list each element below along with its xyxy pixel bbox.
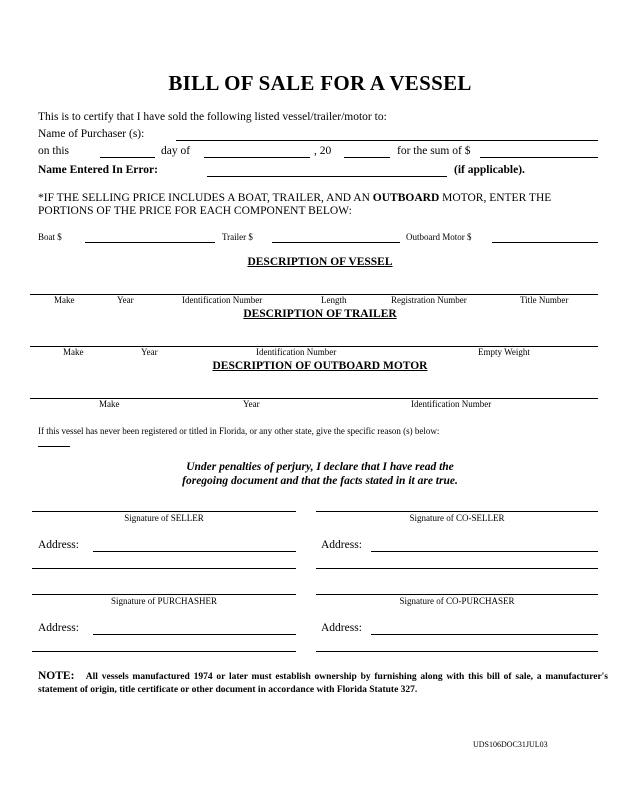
motor-col-id: Identification Number bbox=[411, 399, 492, 409]
on-this-label: on this bbox=[38, 145, 69, 157]
motor-heading: DESCRIPTION OF OUTBOARD MOTOR bbox=[212, 360, 428, 372]
outboard-price-label: Outboard Motor $ bbox=[406, 232, 472, 242]
ownership-note: NOTE: All vessels manufactured 1974 or later must establish ownership by furnishing along with this bill of sale, a manufacturer's statement of origin, title certificate or other document in accordance with Florida Statute 327. bbox=[38, 670, 609, 695]
sum-label: for the sum of $ bbox=[397, 145, 471, 157]
selling-price-notice: *IF THE SELLING PRICE INCLUDES A BOAT, TRAILER, AND AN OUTBOARD MOTOR, ENTER THE PORTIONS OF THE PRICE FOR EACH COMPONENT BELOW: bbox=[38, 192, 552, 217]
vessel-col-length: Length bbox=[321, 295, 347, 305]
motor-col-year: Year bbox=[243, 399, 260, 409]
trailer-col-id: Identification Number bbox=[256, 347, 337, 357]
seller-address-field-1[interactable] bbox=[93, 551, 296, 552]
copurchaser-address-field-2[interactable] bbox=[316, 651, 598, 652]
month-field[interactable] bbox=[204, 157, 310, 158]
form-code: UDS106DOC31JUL03 bbox=[473, 740, 548, 749]
purchaser-label: Name of Purchaser (s): bbox=[38, 128, 145, 140]
if-applicable-label: (if applicable). bbox=[454, 164, 525, 176]
vessel-col-year: Year bbox=[117, 295, 134, 305]
trailer-heading: DESCRIPTION OF TRAILER bbox=[243, 308, 397, 320]
vessel-col-make: Make bbox=[54, 295, 75, 305]
purchaser-address-label: Address: bbox=[38, 622, 79, 634]
seller-signature-label: Signature of SELLER bbox=[124, 513, 204, 523]
copurchaser-signature-label: Signature of CO-PURCHASER bbox=[399, 596, 515, 606]
certify-text: This is to certify that I have sold the following listed vessel/trailer/motor to: bbox=[38, 111, 387, 123]
vessel-entry-line[interactable] bbox=[30, 294, 598, 295]
page-title: BILL OF SALE FOR A VESSEL bbox=[168, 71, 472, 95]
perjury-line-1: Under penalties of perjury, I declare that I have read the bbox=[186, 461, 454, 473]
coseller-address-label: Address: bbox=[321, 539, 362, 551]
never-registered-text: If this vessel has never been registered or titled in Florida, or any other state, give the specific reason (s) below: bbox=[38, 426, 440, 436]
day-of-label: day of bbox=[161, 145, 191, 157]
copurchaser-address-field-1[interactable] bbox=[371, 634, 598, 635]
vessel-heading: DESCRIPTION OF VESSEL bbox=[247, 256, 393, 268]
trailer-col-make: Make bbox=[63, 347, 84, 357]
perjury-line-2: foregoing document and that the facts stated in it are true. bbox=[182, 475, 458, 487]
sum-field[interactable] bbox=[480, 157, 598, 158]
purchaser-address-field-2[interactable] bbox=[32, 651, 296, 652]
purchaser-name-field[interactable] bbox=[176, 140, 598, 141]
boat-price-label: Boat $ bbox=[38, 232, 62, 242]
year-prefix-label: , 20 bbox=[314, 145, 332, 157]
seller-address-label: Address: bbox=[38, 539, 79, 551]
year-field[interactable] bbox=[344, 157, 390, 158]
coseller-signature-label: Signature of CO-SELLER bbox=[409, 513, 505, 523]
copurchaser-address-label: Address: bbox=[321, 622, 362, 634]
motor-col-make: Make bbox=[99, 399, 120, 409]
trailer-price-label: Trailer $ bbox=[222, 232, 253, 242]
boat-price-field[interactable] bbox=[85, 242, 215, 243]
purchaser-signature-label: Signature of PURCHASHER bbox=[110, 596, 217, 606]
name-error-label: Name Entered In Error: bbox=[38, 164, 158, 176]
reason-field[interactable] bbox=[38, 446, 70, 447]
purchaser-address-field-1[interactable] bbox=[93, 634, 296, 635]
outboard-price-field[interactable] bbox=[492, 242, 598, 243]
coseller-signature-line[interactable] bbox=[316, 511, 598, 512]
day-field[interactable] bbox=[100, 157, 155, 158]
purchaser-signature-line[interactable] bbox=[32, 594, 296, 595]
trailer-col-year: Year bbox=[141, 347, 158, 357]
trailer-col-weight: Empty Weight bbox=[478, 347, 530, 357]
vessel-col-title: Title Number bbox=[520, 295, 569, 305]
trailer-price-field[interactable] bbox=[272, 242, 400, 243]
seller-signature-line[interactable] bbox=[32, 511, 296, 512]
coseller-address-field-1[interactable] bbox=[371, 551, 598, 552]
name-error-field[interactable] bbox=[207, 176, 447, 177]
coseller-address-field-2[interactable] bbox=[316, 568, 598, 569]
vessel-col-registration: Registration Number bbox=[391, 295, 467, 305]
vessel-col-id: Identification Number bbox=[182, 295, 263, 305]
copurchaser-signature-line[interactable] bbox=[316, 594, 598, 595]
seller-address-field-2[interactable] bbox=[32, 568, 296, 569]
